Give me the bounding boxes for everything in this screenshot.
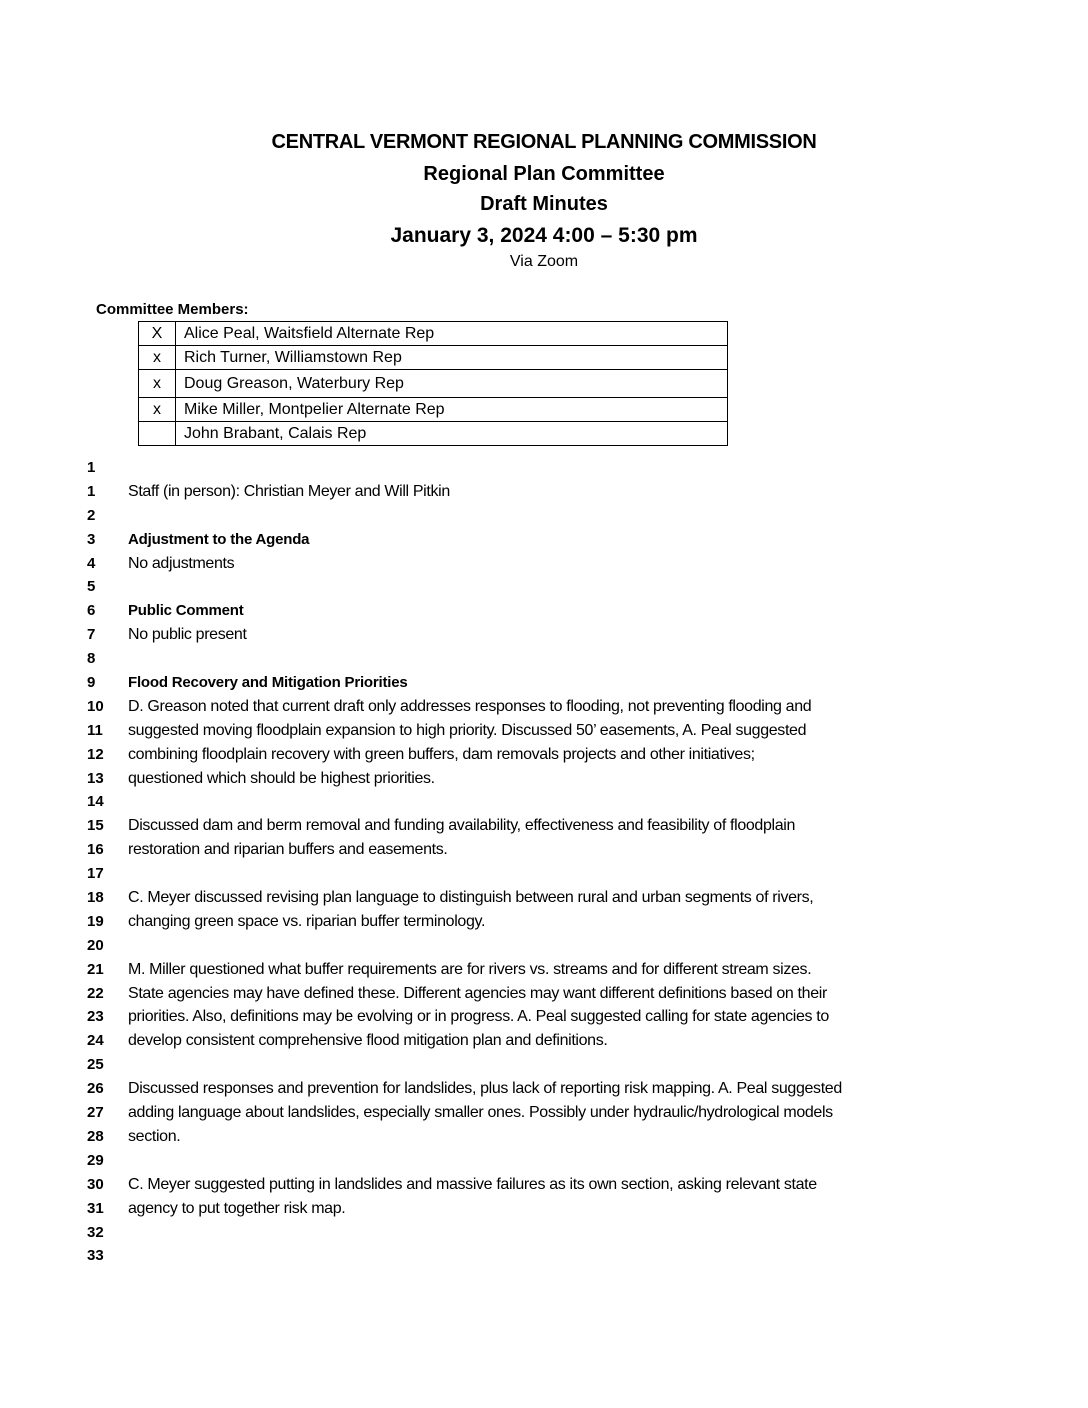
minutes-line [0,1244,1088,1268]
minutes-line [0,958,1088,982]
minutes-line [0,790,1088,814]
line-number: 31 [87,1199,104,1217]
member-name: Mike Miller, Montpelier Alternate Rep [176,398,728,422]
line-number: 8 [87,650,96,668]
minutes-line [0,814,1088,838]
line-text: questioned which should be highest priorities. [128,769,435,787]
member-name: Alice Peal, Waitsfield Alternate Rep [176,322,728,346]
line-number: 33 [87,1247,104,1265]
member-row [139,346,728,370]
committee-members-label: Committee Members: [96,301,249,318]
minutes-line [0,1149,1088,1173]
minutes-line [0,1101,1088,1125]
minutes-line [0,504,1088,528]
line-number: 1 [87,459,96,476]
line-number: 6 [87,602,96,620]
minutes-line [0,575,1088,599]
line-number: 3 [87,530,96,548]
section-heading: Flood Recovery and Mitigation Priorities [128,674,408,692]
minutes-line [0,695,1088,719]
line-number: 22 [87,984,104,1002]
line-text: C. Meyer discussed revising plan language to distinguish between rural and urban segments of rivers, [128,889,814,907]
member-name: John Brabant, Calais Rep [176,422,728,446]
line-number: 7 [87,626,96,644]
committee-title: Regional Plan Committee [423,163,665,185]
line-text: No public present [128,626,247,644]
attendance-mark: x [139,398,176,422]
meeting-location: Via Zoom [509,253,579,270]
line-text: restoration and riparian buffers and easements. [128,841,448,859]
line-text: agency to put together risk map. [128,1199,346,1217]
numbered-minutes-body [0,456,1088,1268]
line-text: combining floodplain recovery with green buffers, dam removals projects and other initiatives; [128,745,755,763]
minutes-line [0,1029,1088,1053]
minutes-line [0,456,1088,480]
minutes-line [0,934,1088,958]
line-text: changing green space vs. riparian buffer terminology. [128,912,486,930]
member-row [139,370,728,398]
minutes-line [0,910,1088,934]
minutes-line [0,767,1088,791]
minutes-line [0,671,1088,695]
section-heading: Public Comment [128,602,244,620]
attendance-mark: X [139,322,176,346]
minutes-line [0,1173,1088,1197]
minutes-line [0,719,1088,743]
line-number: 32 [87,1223,104,1241]
line-text: No adjustments [128,554,235,572]
member-name: Rich Turner, Williamstown Rep [176,346,728,370]
line-number: 10 [87,697,104,715]
minutes-line [0,743,1088,767]
attendance-mark [139,422,176,446]
document-type: Draft Minutes [480,193,608,215]
line-number: 29 [87,1151,104,1169]
minutes-line [0,838,1088,862]
line-number: 9 [87,674,96,692]
minutes-line [0,1197,1088,1221]
line-number: 5 [87,578,96,596]
line-text: Staff (in person): Christian Meyer and Will Pitkin [128,482,450,500]
line-number: 21 [87,960,104,978]
member-name: Doug Greason, Waterbury Rep [176,370,728,398]
section-heading: Adjustment to the Agenda [128,530,310,548]
committee-members-table [138,321,728,446]
line-number: 24 [87,1032,104,1050]
line-number: 11 [87,721,103,739]
member-row [139,322,728,346]
line-text: State agencies may have defined these. Different agencies may want different definitions based on their [128,984,827,1002]
minutes-line [0,647,1088,671]
line-text: C. Meyer suggested putting in landslides and massive failures as its own section, asking relevant state [128,1175,817,1193]
attendance-mark: x [139,370,176,398]
meeting-date-time: January 3, 2024 4:00 – 5:30 pm [390,224,698,247]
line-number: 30 [87,1175,104,1193]
line-number: 15 [87,817,104,835]
line-number: 14 [87,793,104,811]
line-text: D. Greason noted that current draft only addresses responses to flooding, not preventing flooding and [128,697,812,715]
minutes-line [0,552,1088,576]
minutes-line [0,1125,1088,1149]
minutes-line [0,1221,1088,1245]
line-text: section. [128,1127,181,1145]
line-number: 13 [87,769,104,787]
minutes-line [0,982,1088,1006]
line-text: M. Miller questioned what buffer requirements are for rivers vs. streams and for different stream sizes. [128,960,812,978]
line-number: 26 [87,1080,104,1098]
line-number: 20 [87,936,104,954]
member-row [139,398,728,422]
line-number: 27 [87,1104,104,1122]
organization-title: CENTRAL VERMONT REGIONAL PLANNING COMMISSION [271,131,817,153]
line-text: develop consistent comprehensive flood mitigation plan and definitions. [128,1032,608,1050]
line-number: 17 [87,865,104,883]
line-number: 1 [87,482,96,500]
minutes-line [0,1077,1088,1101]
line-number: 4 [87,554,96,572]
minutes-line [0,623,1088,647]
line-number: 19 [87,912,104,930]
minutes-line [0,1005,1088,1029]
line-number: 12 [87,745,104,763]
minutes-line [0,886,1088,910]
line-text: adding language about landslides, especially smaller ones. Possibly under hydraulic/hydrological models [128,1104,833,1122]
minutes-line [0,1053,1088,1077]
line-text: priorities. Also, definitions may be evolving or in progress. A. Peal suggested calling for state agencies to [128,1008,829,1026]
line-number: 16 [87,841,104,859]
line-text: Discussed dam and berm removal and funding availability, effectiveness and feasibility of floodplain [128,817,796,835]
line-text: Discussed responses and prevention for landslides, plus lack of reporting risk mapping. A. Peal suggested [128,1080,842,1098]
attendance-mark: x [139,346,176,370]
minutes-line [0,599,1088,623]
minutes-line [0,528,1088,552]
line-number: 23 [87,1008,104,1026]
line-number: 2 [87,506,96,524]
member-row [139,422,728,446]
line-number: 18 [87,889,104,907]
line-number: 28 [87,1127,104,1145]
line-text: suggested moving floodplain expansion to high priority. Discussed 50’ easements, A. Peal suggested [128,721,807,739]
line-number: 25 [87,1056,104,1074]
minutes-line [0,862,1088,886]
minutes-line [0,480,1088,504]
